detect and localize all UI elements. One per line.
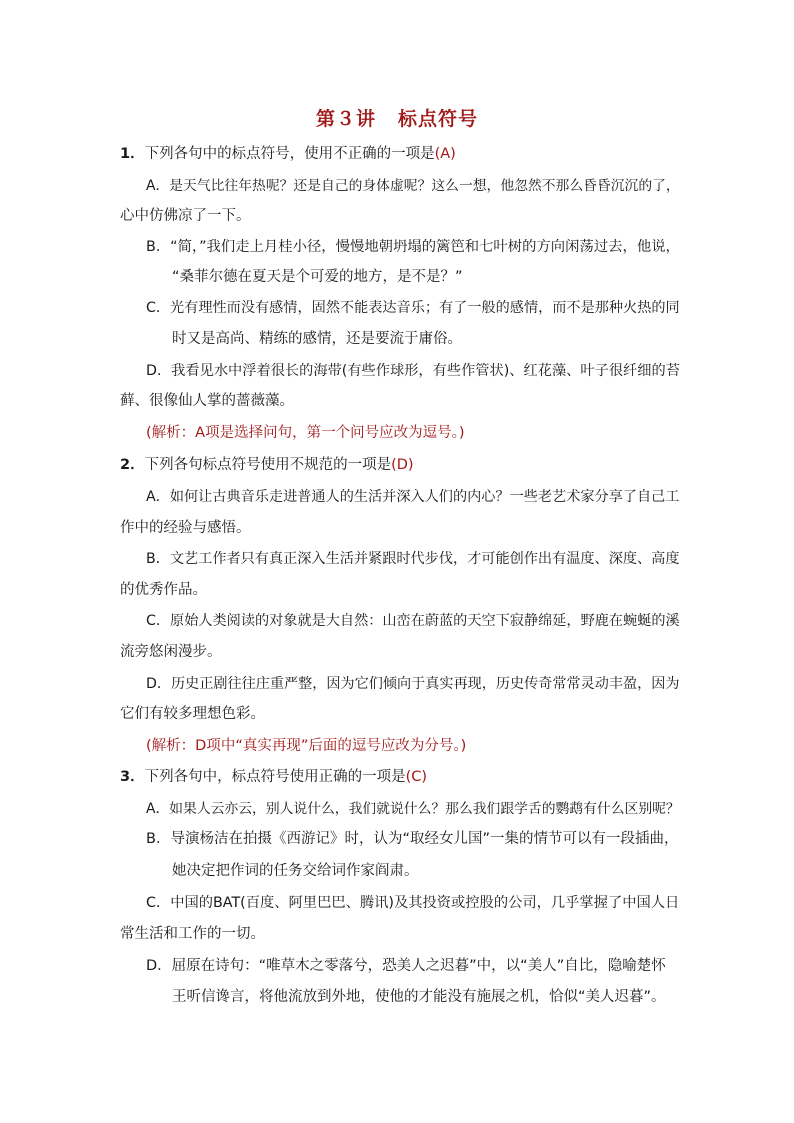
q2-explanation: (解析：D项中“真实再现”后面的逗号应改为分号。) (146, 738, 467, 754)
q1-option-a-line1: A．是天气比往年热呢？还是自己的身体虚呢？这么一想，他忽然不那么昏昏沉沉的了， (146, 178, 680, 194)
q2-option-d-line2: 它们有较多理想色彩。 (120, 706, 265, 722)
q3-option-d-line2: 王听信谗言，将他流放到外地，使他的才能没有施展之机，恰似“美人迟暮”。 (172, 989, 666, 1005)
q3-option-b-line1: B．导演杨洁在拍摄《西游记》时，认为“取经女儿国”一集的情节可以有一段插曲， (146, 831, 679, 847)
q2-option-b-line2: 的优秀作品。 (120, 582, 207, 598)
q2-option-b-line1: B．文艺工作者只有真正深入生活并紧跟时代步伐，才可能创作出有温度、深度、高度 (146, 551, 680, 567)
q3-option-c-line2: 常生活和工作的一切。 (120, 926, 265, 942)
q3-option-c-line1: C．中国的BAT(百度、阿里巴巴、腾讯)及其投资或控股的公司，几乎掌握了中国人日 (146, 895, 680, 911)
q2-option-a-line2: 作中的经验与感悟。 (120, 520, 251, 536)
q1-option-d-line1: D．我看见水中浮着很长的海带(有些作球形，有些作管状)、红花藻、叶子很纤细的苔 (146, 363, 680, 379)
question-2-stem: 2．下列各句标点符号使用不规范的一项是(D) (120, 457, 414, 473)
q1-option-b-line2: “桑菲尔德在夏天是个可爱的地方，是不是？” (172, 269, 463, 285)
question-3-answer: (C) (405, 769, 428, 785)
question-1-answer: (A) (434, 146, 456, 162)
q3-option-d-line1: D．屈原在诗句：“唯草木之零落兮，恐美人之迟暮”中，以“美人”自比，隐喻楚怀 (146, 958, 666, 974)
q2-option-d-line1: D．历史正剧往往庄重严整，因为它们倾向于真实再现，历史传奇常常灵动丰盈，因为 (146, 676, 680, 692)
question-2-answer: (D) (391, 457, 414, 473)
q1-explanation: (解析：A项是选择问句，第一个问号应改为逗号。) (146, 425, 465, 441)
question-3-stem: 3．下列各句中，标点符号使用正确的一项是(C) (120, 769, 428, 785)
q2-option-c-line1: C．原始人类阅读的对象就是大自然：山峦在蔚蓝的天空下寂静绵延，野鹿在蜿蜒的溪 (146, 613, 680, 629)
q2-option-a-line1: A．如何让古典音乐走进普通人的生活并深入人们的内心？一些老艺术家分享了自己工 (146, 489, 680, 505)
q1-option-c-line2: 时又是高尚、精练的感情，还是要流于庸俗。 (172, 331, 462, 347)
q2-option-c-line2: 流旁悠闲漫步。 (120, 644, 222, 660)
q1-option-d-line2: 藓、很像仙人掌的蔷薇藻。 (120, 393, 294, 409)
q1-option-b-line1: B．“简，”我们走上月桂小径，慢慢地朝坍塌的篱笆和七叶树的方向闲荡过去，他说， (146, 239, 680, 255)
q3-option-b-line2: 她决定把作词的任务交给词作家阎肃。 (172, 863, 419, 879)
question-1-stem: 1．下列各句中的标点符号，使用不正确的一项是(A) (120, 146, 456, 162)
q1-option-c-line1: C．光有理性而没有感情，固然不能表达音乐；有了一般的感情，而不是那种火热的同 (146, 300, 680, 316)
lesson-number: 第３讲 (315, 108, 376, 130)
q3-option-a-line1: A．如果人云亦云，别人说什么，我们就说什么？那么我们跟学舌的鹦鹉有什么区别呢？ (146, 801, 680, 817)
lesson-topic: 标点符号 (398, 108, 479, 130)
q1-option-a-line2: 心中仿佛凉了一下。 (120, 208, 251, 224)
page-title (0, 104, 794, 131)
